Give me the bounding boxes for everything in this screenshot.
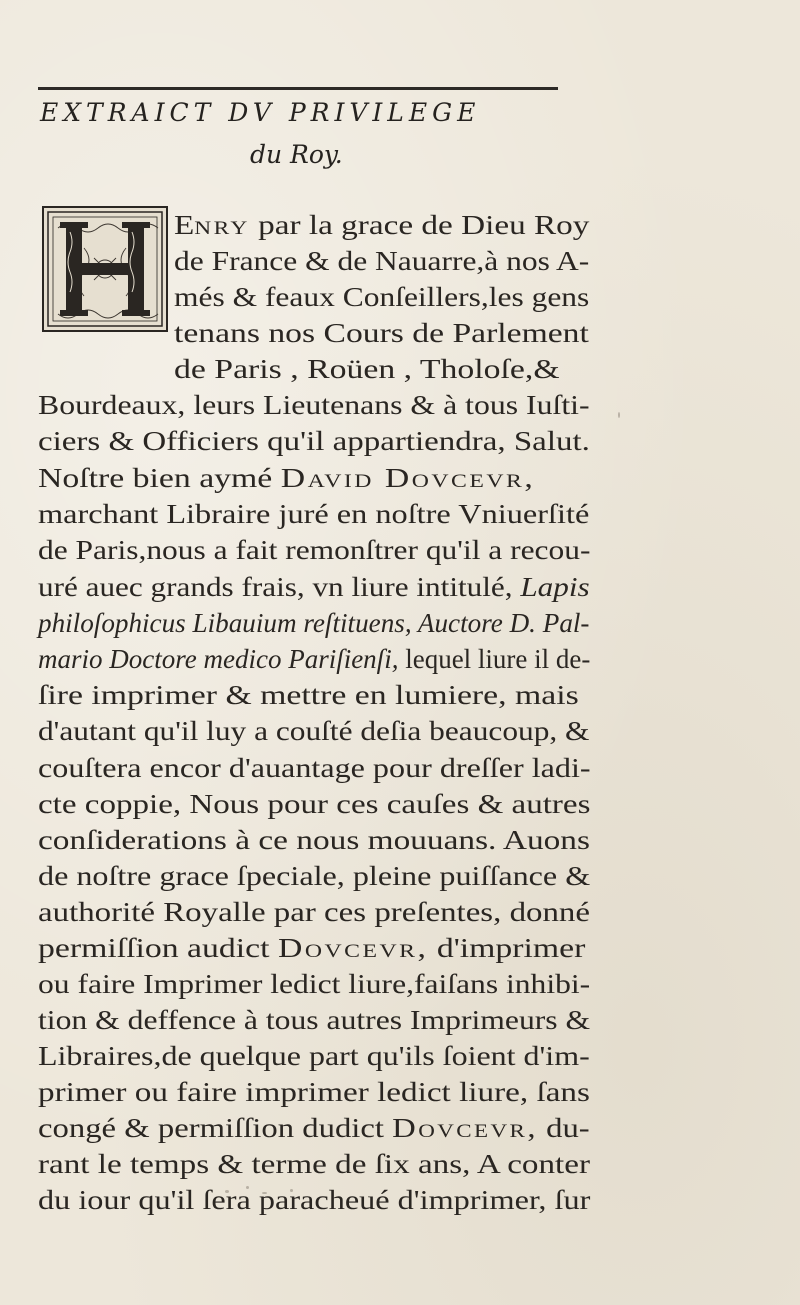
text-line xyxy=(38,646,590,673)
text-segment: de France & de Nauarre,à nos A- xyxy=(174,246,590,276)
text-line xyxy=(38,392,590,419)
ornamental-drop-cap-H-icon xyxy=(42,206,168,332)
paper-speck xyxy=(246,1186,249,1189)
text-segment: tion & deffence à tous autres Imprimeurs & xyxy=(38,1005,591,1035)
text-segment: uré auec grands frais, vn liure intitulé, xyxy=(38,572,521,602)
text-line xyxy=(38,791,590,818)
text-segment: d'autant qu'il luy a couſté deſia beaucoup, & xyxy=(38,716,590,746)
text-segment: ſire imprimer & mettre en lumiere, mais xyxy=(38,680,579,710)
text-segment: mario Doctore medico Pariſienſi, xyxy=(38,644,399,674)
text-segment: primer ou faire imprimer ledict liure, ſans xyxy=(38,1077,590,1107)
text-line xyxy=(174,248,589,275)
text-line xyxy=(38,863,590,890)
paper-speck xyxy=(262,1192,267,1194)
text-segment: de Paris , Roüen , Tholoſe,& xyxy=(174,354,560,384)
text-segment: de Paris,nous a fait remonſtrer qu'il a recou- xyxy=(38,535,591,565)
text-line xyxy=(174,320,589,347)
text-line xyxy=(38,1007,590,1034)
text-line xyxy=(38,682,579,709)
text-line xyxy=(38,935,585,962)
paper-speck xyxy=(225,1190,229,1193)
text-line xyxy=(174,356,560,383)
paper-speck xyxy=(290,1189,293,1192)
page-heading: EXTRAICT DV PRIVILEGE xyxy=(40,98,481,127)
text-segment: nry xyxy=(194,210,250,240)
text-segment: congé & permiſſion dudict xyxy=(38,1113,393,1143)
text-line xyxy=(174,212,589,239)
text-segment: David Dovcevr, xyxy=(280,463,536,493)
text-line xyxy=(38,574,590,601)
text-segment: cte coppie, Nous pour ces cauſes & autres xyxy=(38,789,591,819)
text-line xyxy=(38,428,590,455)
text-segment: marchant Libraire juré en noſtre Vniuerſité xyxy=(38,499,590,529)
text-segment: couſtera encor d'auantage pour dreſſer ladi- xyxy=(38,753,591,783)
top-rule xyxy=(38,87,558,90)
text-segment: Dovcevr, xyxy=(277,933,429,963)
text-line xyxy=(38,755,591,782)
text-segment: d'imprimer xyxy=(428,933,586,963)
text-line xyxy=(38,1079,590,1106)
text-segment: lequel liure il de- xyxy=(398,644,591,674)
text-line xyxy=(38,1043,590,1070)
text-segment: par la grace de Dieu Roy xyxy=(249,210,590,240)
text-line xyxy=(38,537,590,564)
text-line xyxy=(38,1115,590,1142)
text-line xyxy=(38,610,589,637)
text-line xyxy=(38,718,589,745)
text-line xyxy=(38,1151,590,1178)
text-line xyxy=(38,827,590,854)
paper-speck xyxy=(618,412,620,418)
text-line xyxy=(38,465,535,492)
text-segment: Dovcevr, xyxy=(392,1113,538,1143)
text-segment: Noſtre bien aymé xyxy=(38,463,281,493)
text-segment: ciers & Officiers qu'il appartiendra, Salut. xyxy=(38,426,590,456)
text-segment: Lapis xyxy=(520,572,590,602)
page-subheading: du Roy. xyxy=(250,140,343,169)
text-segment: ou faire Imprimer ledict liure,faiſans inhibi- xyxy=(38,969,591,999)
text-line xyxy=(174,284,589,311)
text-segment: authorité Royalle par ces preſentes, donné xyxy=(38,897,591,927)
text-segment: rant le temps & terme de ſix ans, A conter xyxy=(38,1149,591,1179)
text-segment: Libraires,de quelque part qu'ils ſoient d'im- xyxy=(38,1041,590,1071)
text-line xyxy=(38,1187,590,1214)
text-segment: du iour qu'il ſera paracheué d'imprimer, ſur xyxy=(38,1185,591,1215)
text-segment: més & feaux Conſeillers,les gens xyxy=(174,282,590,312)
text-segment: conſiderations à ce nous mouuans. Auons xyxy=(38,825,590,855)
text-segment: E xyxy=(174,210,195,240)
text-segment: de noſtre grace ſpeciale, pleine puiſſance & xyxy=(38,861,591,891)
text-line xyxy=(38,899,590,926)
text-segment: Bourdeaux, leurs Lieutenans & à tous Iuſti- xyxy=(38,390,590,420)
text-segment: philoſophicus Libauium reſtituens, Auctore D. Pal- xyxy=(38,608,590,638)
text-segment: tenans nos Cours de Parlement xyxy=(174,318,589,348)
text-segment: du- xyxy=(537,1113,590,1143)
text-line xyxy=(38,501,589,528)
text-line xyxy=(38,971,590,998)
text-segment: permiſſion audict xyxy=(38,933,278,963)
